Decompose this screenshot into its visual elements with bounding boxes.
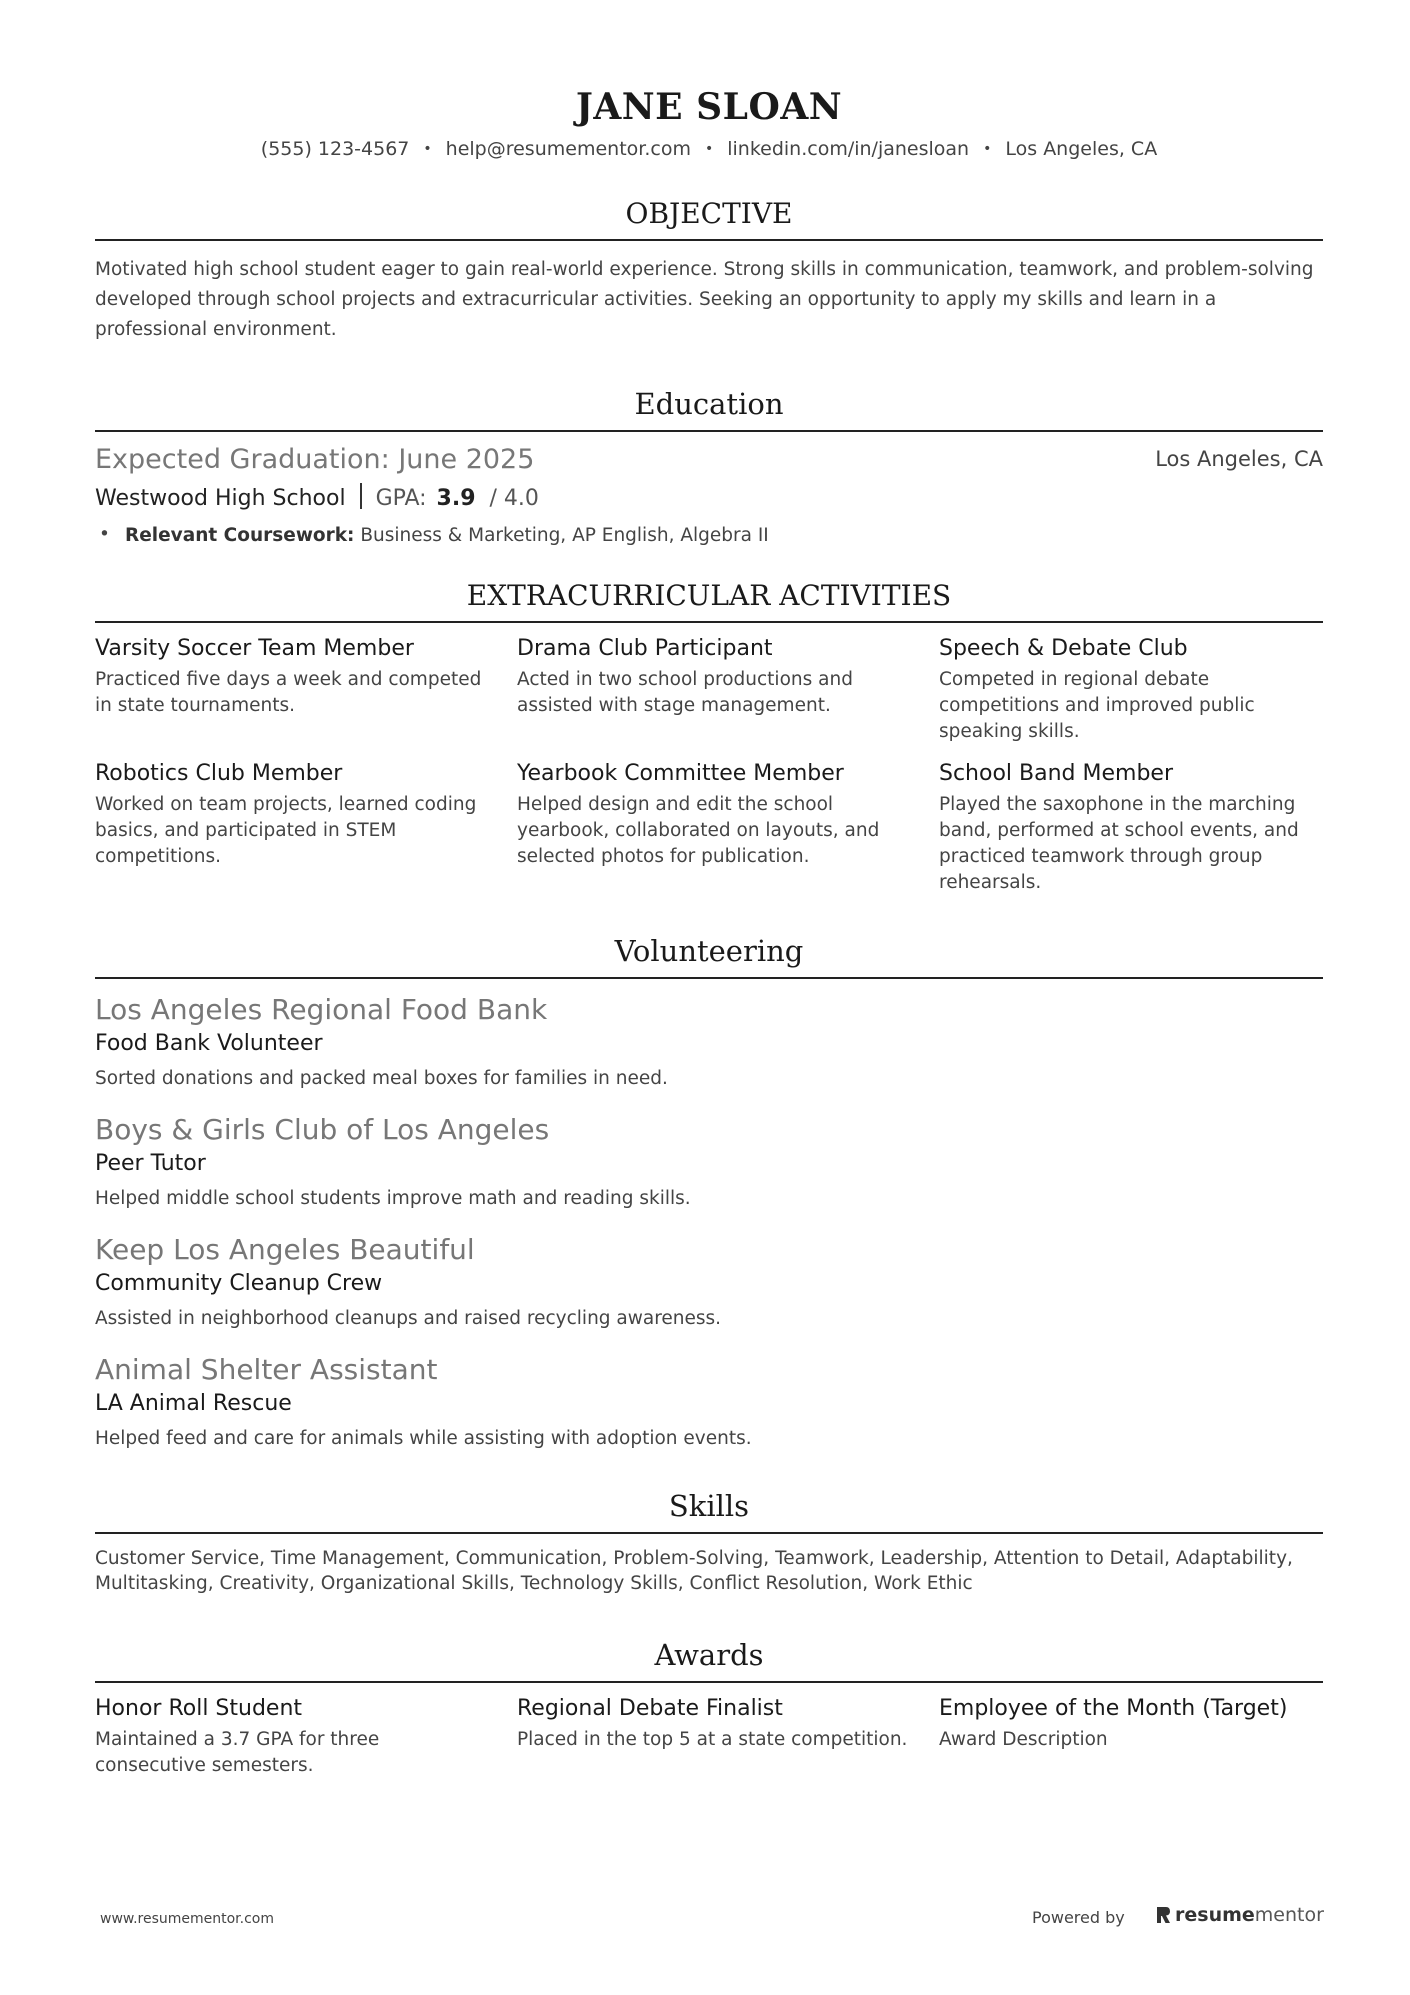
volunteer-org: Los Angeles Regional Food Bank — [95, 993, 548, 1026]
education-header — [95, 444, 1323, 475]
skills-title: Skills — [95, 1489, 1323, 1534]
contact-separator: • — [704, 141, 714, 157]
activity-desc: Helped design and edit the school yearbook, collaborated on layouts, and selected photos for publication. — [517, 794, 880, 867]
gpa-value: 3.9 — [436, 486, 476, 511]
awards-title: Awards — [95, 1638, 1323, 1683]
activity-item — [517, 761, 939, 896]
awards-grid — [95, 1696, 1323, 1779]
school-line — [95, 483, 1323, 511]
award-desc: Placed in the top 5 at a state competition. — [517, 1729, 908, 1750]
activity-item — [939, 761, 1323, 896]
volunteer-org: Boys & Girls Club of Los Angeles — [95, 1113, 550, 1146]
skills-text: Customer Service, Time Management, Communication, Problem-Solving, Teamwork, Leadership, Attention to Detail, Adaptability, Multitasking, Creativity, Organizational Skills, Technology Skills, Conflict Resolution, Work Ethic — [95, 1548, 1293, 1594]
awards-section — [95, 1638, 1323, 1779]
coursework-item — [95, 525, 1323, 546]
activity-item — [939, 636, 1323, 745]
education-section — [95, 387, 1323, 546]
contact-linkedin[interactable]: linkedin.com/in/janesloan — [727, 138, 970, 160]
award-title: Regional Debate Finalist — [517, 1696, 783, 1721]
volunteer-desc: Helped feed and care for animals while assisting with adoption events. — [95, 1428, 752, 1449]
contact-separator: • — [423, 141, 432, 157]
activity-desc: Practiced five days a week and competed in state tournaments. — [95, 669, 482, 716]
footer-url[interactable]: www.resumementor.com — [100, 1911, 274, 1927]
activities-section — [95, 579, 1323, 896]
resumementor-logo-icon — [1155, 1905, 1171, 1925]
objective-section — [95, 197, 1323, 345]
award-item — [939, 1696, 1323, 1779]
volunteer-item — [95, 1233, 1323, 1329]
education-location: Los Angeles, CA — [1155, 447, 1323, 471]
skills-section — [95, 1489, 1323, 1596]
activity-title: Robotics Club Member — [95, 761, 343, 786]
resume-page — [95, 0, 1323, 1779]
footer-powered-by: Powered by — [1032, 1908, 1125, 1927]
activity-desc: Acted in two school productions and assisted with stage management. — [517, 669, 853, 716]
activity-title: Speech & Debate Club — [939, 636, 1188, 661]
volunteer-role: LA Animal Rescue — [95, 1391, 292, 1416]
activity-item — [95, 636, 517, 745]
education-title: Education — [95, 387, 1323, 432]
award-item — [517, 1696, 939, 1779]
award-desc: Award Description — [939, 1729, 1108, 1750]
volunteer-item — [95, 1353, 1323, 1449]
activity-desc: Worked on team projects, learned coding basics, and participated in STEM competitions. — [95, 794, 477, 867]
graduation-date: Expected Graduation: June 2025 — [95, 444, 535, 475]
footer-brand-logo[interactable] — [1155, 1904, 1324, 1926]
activity-title: Drama Club Participant — [517, 636, 773, 661]
volunteer-desc: Assisted in neighborhood cleanups and raised recycling awareness. — [95, 1308, 722, 1329]
contact-location: Los Angeles, CA — [1005, 138, 1158, 160]
volunteer-role: Community Cleanup Crew — [95, 1271, 383, 1296]
gpa-label: GPA: — [375, 486, 427, 511]
award-desc: Maintained a 3.7 GPA for three consecutive semesters. — [95, 1729, 380, 1776]
volunteering-section — [95, 934, 1323, 1449]
volunteer-desc: Helped middle school students improve math and reading skills. — [95, 1188, 691, 1209]
volunteer-desc: Sorted donations and packed meal boxes for families in need. — [95, 1068, 668, 1089]
volunteer-item — [95, 993, 1323, 1089]
volunteer-item — [95, 1113, 1323, 1209]
activity-title: Yearbook Committee Member — [517, 761, 844, 786]
volunteer-org: Animal Shelter Assistant — [95, 1353, 438, 1386]
contact-phone: (555) 123-4567 — [260, 138, 410, 160]
activity-title: School Band Member — [939, 761, 1173, 786]
volunteering-title: Volunteering — [95, 934, 1323, 979]
activities-grid — [95, 636, 1323, 896]
bullet-icon: • — [99, 524, 110, 545]
candidate-name: JANE SLOAN — [575, 86, 843, 128]
activity-title: Varsity Soccer Team Member — [95, 636, 414, 661]
award-title: Employee of the Month (Target) — [939, 1696, 1288, 1721]
coursework-label: Relevant Coursework: — [125, 525, 355, 546]
objective-text: Motivated high school student eager to gain real-world experience. Strong skills in communication, teamwork, and problem-solving developed through school projects and extracurricular activities. Seeking an opportunity to apply my skills and learn in a professional environment. — [95, 259, 1314, 340]
volunteer-org: Keep Los Angeles Beautiful — [95, 1233, 475, 1266]
contact-line — [95, 138, 1323, 160]
activities-title: EXTRACURRICULAR ACTIVITIES — [95, 579, 1323, 623]
school-name: Westwood High School — [95, 486, 346, 511]
award-item — [95, 1696, 517, 1779]
coursework-text: Business & Marketing, AP English, Algebra II — [360, 525, 769, 546]
objective-title: OBJECTIVE — [95, 197, 1323, 241]
brand-text-bold: resume — [1175, 1904, 1255, 1926]
contact-separator: • — [983, 141, 992, 157]
activity-item — [517, 636, 939, 745]
activity-desc: Competed in regional debate competitions and improved public speaking skills. — [939, 669, 1255, 742]
brand-text-light: mentor — [1254, 1904, 1324, 1926]
activity-item — [95, 761, 517, 896]
volunteer-role: Peer Tutor — [95, 1151, 206, 1176]
activity-desc: Played the saxophone in the marching band, performed at school events, and practiced teamwork through group rehearsals. — [939, 794, 1299, 893]
volunteer-role: Food Bank Volunteer — [95, 1031, 323, 1056]
award-title: Honor Roll Student — [95, 1696, 303, 1721]
gpa-max: / 4.0 — [489, 486, 539, 511]
school-divider — [360, 483, 362, 509]
contact-email[interactable]: help@resumementor.com — [445, 138, 691, 160]
